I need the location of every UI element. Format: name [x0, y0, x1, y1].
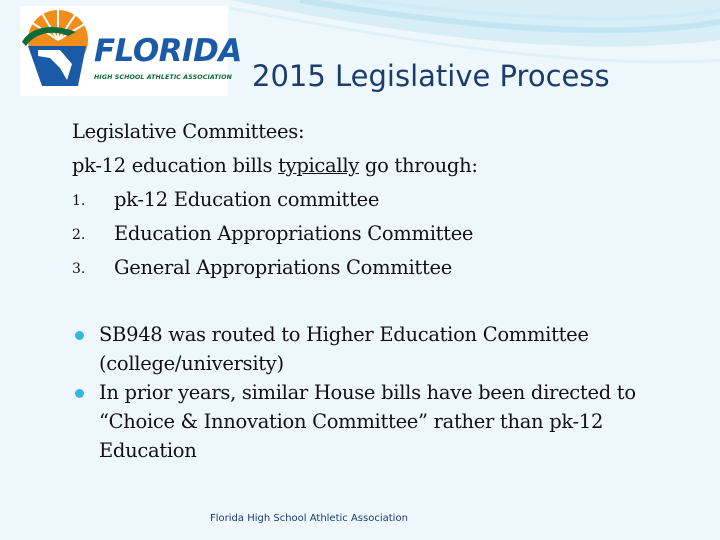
list-number: 1. — [72, 193, 86, 209]
bullet-text: SB948 was routed to Higher Education Committee (college/university) — [99, 323, 589, 375]
footer-text: Florida High School Athletic Association — [210, 513, 408, 524]
intro-line-2 — [72, 149, 702, 183]
list-item-text: General Appropriations Committee — [114, 256, 452, 279]
list-number: 2. — [72, 227, 86, 243]
list-item — [72, 251, 702, 285]
list-number: 3. — [72, 261, 86, 277]
bullet-text: In prior years, similar House bills have been directed to “Choice & Innovation Committee” rather than pk-12 Education — [99, 381, 636, 462]
slide-title: 2015 Legislative Process — [252, 59, 610, 93]
bullet-item — [72, 378, 702, 465]
bullet-dot-icon — [75, 331, 84, 340]
logo-subtext: HIGH SCHOOL ATHLETIC ASSOCIATION — [94, 74, 232, 81]
list-item — [72, 183, 702, 217]
intro-emphasis: typically — [278, 154, 359, 177]
intro-line-1: Legislative Committees: — [72, 120, 305, 143]
list-item — [72, 217, 702, 251]
bullet-list — [72, 320, 702, 465]
logo-wordmark: FLORIDA — [94, 33, 242, 69]
bullet-item — [72, 320, 702, 378]
committee-list-section — [72, 115, 702, 285]
list-item-text: Education Appropriations Committee — [114, 222, 474, 245]
fhsaa-logo — [20, 6, 242, 96]
intro-text-b: go through: — [358, 154, 478, 177]
intro-text-a: pk-12 education bills — [72, 154, 279, 177]
list-item-text: pk-12 Education committee — [114, 188, 380, 211]
bullet-dot-icon — [75, 389, 84, 398]
